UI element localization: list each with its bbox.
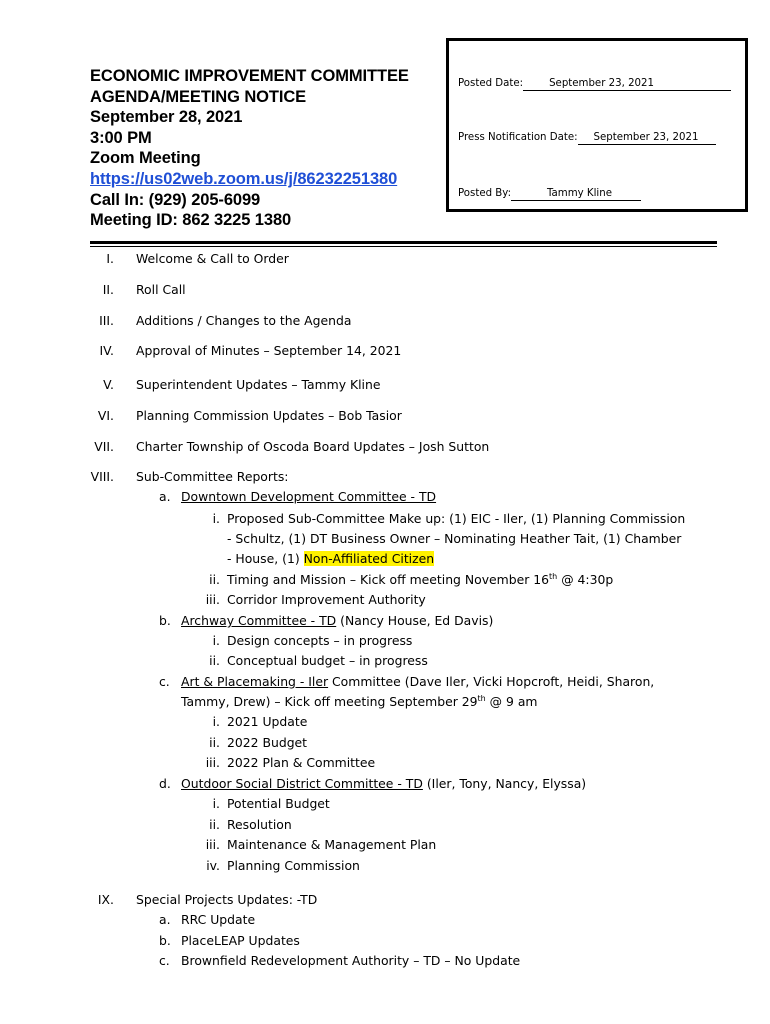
press-date-value: September 23, 2021 [578, 132, 716, 145]
sub-letter: c. [159, 674, 170, 689]
agenda-item-township: Charter Township of Oscoda Board Updates – Josh Sutton [136, 439, 490, 454]
subitem-design: Design concepts – in progress [227, 633, 413, 648]
timing-time: @ 4:30p [557, 572, 614, 587]
posted-by-label: Posted By: [458, 188, 511, 199]
meeting-id: Meeting ID: 862 3225 1380 [90, 211, 292, 230]
item-number: IV. [99, 343, 114, 358]
subitem-budget: Conceptual budget – in progress [227, 653, 428, 668]
sub-letter: d. [159, 776, 171, 791]
ordinal-suffix: th [477, 693, 486, 703]
press-date-label: Press Notification Date: [458, 132, 578, 143]
roman-number: iii. [205, 592, 220, 607]
subitem-2022-plan: 2022 Plan & Committee [227, 755, 376, 770]
subitem-makeup-line1: Proposed Sub-Committee Make up: (1) EIC - Iler, (1) Planning Commission [227, 511, 686, 526]
art-kickoff [181, 694, 538, 709]
art-committee-title: Art & Placemaking - Iler [181, 674, 329, 689]
art-kickoff-time: @ 9 am [485, 694, 538, 709]
ordinal-suffix: th [549, 571, 558, 581]
archway-committee [181, 613, 493, 628]
subitem-brownfield: Brownfield Redevelopment Authority – TD – No Update [181, 953, 521, 968]
item-number: VI. [97, 408, 114, 423]
roman-number: i. [212, 633, 220, 648]
posted-by-value: Tammy Kline [511, 188, 641, 201]
meeting-date: September 28, 2021 [90, 108, 243, 127]
downtown-committee-title: Downtown Development Committee - TD [181, 489, 437, 504]
agenda-item-subcommittee: Sub-Committee Reports: [136, 469, 289, 484]
roman-number: ii. [209, 572, 220, 587]
art-committee [181, 674, 654, 689]
subitem-placeleap: PlaceLEAP Updates [181, 933, 300, 948]
agenda-item-superintendent: Superintendent Updates – Tammy Kline [136, 377, 381, 392]
item-number: VIII. [90, 469, 114, 484]
art-kickoff-text: Tammy, Drew) – Kick off meeting September 29 [181, 694, 478, 709]
roman-number: iv. [206, 858, 220, 873]
roman-number: ii. [209, 653, 220, 668]
archway-members: (Nancy House, Ed Davis) [336, 613, 494, 628]
outdoor-members: (Iler, Tony, Nancy, Elyssa) [422, 776, 587, 791]
item-number: V. [103, 377, 114, 392]
subitem-maintenance: Maintenance & Management Plan [227, 837, 437, 852]
agenda-item-welcome: Welcome & Call to Order [136, 251, 289, 266]
timing-text: Timing and Mission – Kick off meeting November 16 [227, 572, 550, 587]
subitem-2022-budget: 2022 Budget [227, 735, 308, 750]
sub-letter: b. [159, 933, 171, 948]
item-number: II. [102, 282, 114, 297]
roman-number: iii. [205, 837, 220, 852]
sub-letter: a. [159, 912, 171, 927]
subitem-corridor: Corridor Improvement Authority [227, 592, 426, 607]
roman-number: ii. [209, 735, 220, 750]
sub-letter: a. [159, 489, 171, 504]
agenda-item-minutes: Approval of Minutes – September 14, 2021 [136, 343, 402, 358]
roman-number: i. [212, 511, 220, 526]
item-number: I. [106, 251, 114, 266]
outdoor-committee-title: Outdoor Social District Committee - TD [181, 776, 423, 791]
subitem-timing [227, 572, 613, 587]
subitem-planning-commission: Planning Commission [227, 858, 360, 873]
call-in-number: Call In: (929) 205-6099 [90, 190, 261, 209]
subitem-resolution: Resolution [227, 817, 292, 832]
posted-date-label: Posted Date: [458, 78, 524, 89]
roman-number: i. [212, 714, 220, 729]
subitem-makeup-line3 [227, 551, 434, 566]
item-number: IX. [97, 892, 114, 907]
committee-title: ECONOMIC IMPROVEMENT COMMITTEE [90, 67, 409, 85]
roman-number: ii. [209, 817, 220, 832]
art-members: Committee (Dave Iler, Vicki Hopcroft, Heidi, Sharon, [328, 674, 655, 689]
agenda-item-planning: Planning Commission Updates – Bob Tasior [136, 408, 402, 423]
subitem-rrc: RRC Update [181, 912, 256, 927]
item-number: III. [99, 313, 114, 328]
agenda-item-special-projects: Special Projects Updates: -TD [136, 892, 318, 907]
subitem-makeup-line2: - Schultz, (1) DT Business Owner – Nominating Heather Tait, (1) Chamber [227, 531, 682, 546]
agenda-item-roll-call: Roll Call [136, 282, 186, 297]
item-number: VII. [94, 439, 114, 454]
archway-committee-title: Archway Committee - TD [181, 613, 337, 628]
subitem-2021-update: 2021 Update [227, 714, 308, 729]
notice-title: AGENDA/MEETING NOTICE [90, 87, 307, 106]
makeup-line3-text: - House, (1) [227, 551, 304, 566]
zoom-link[interactable]: https://us02web.zoom.us/j/86232251380 [90, 169, 398, 188]
meeting-platform: Zoom Meeting [90, 149, 201, 168]
highlighted-citizen: Non-Affiliated Citizen [303, 551, 435, 566]
posted-date-value: September 23, 2021 [523, 78, 731, 91]
meeting-time: 3:00 PM [90, 128, 152, 147]
sub-letter: c. [159, 953, 170, 968]
subitem-potential-budget: Potential Budget [227, 796, 330, 811]
roman-number: i. [212, 796, 220, 811]
agenda-item-additions: Additions / Changes to the Agenda [136, 313, 352, 328]
outdoor-committee [181, 776, 586, 791]
sub-letter: b. [159, 613, 171, 628]
roman-number: iii. [205, 755, 220, 770]
